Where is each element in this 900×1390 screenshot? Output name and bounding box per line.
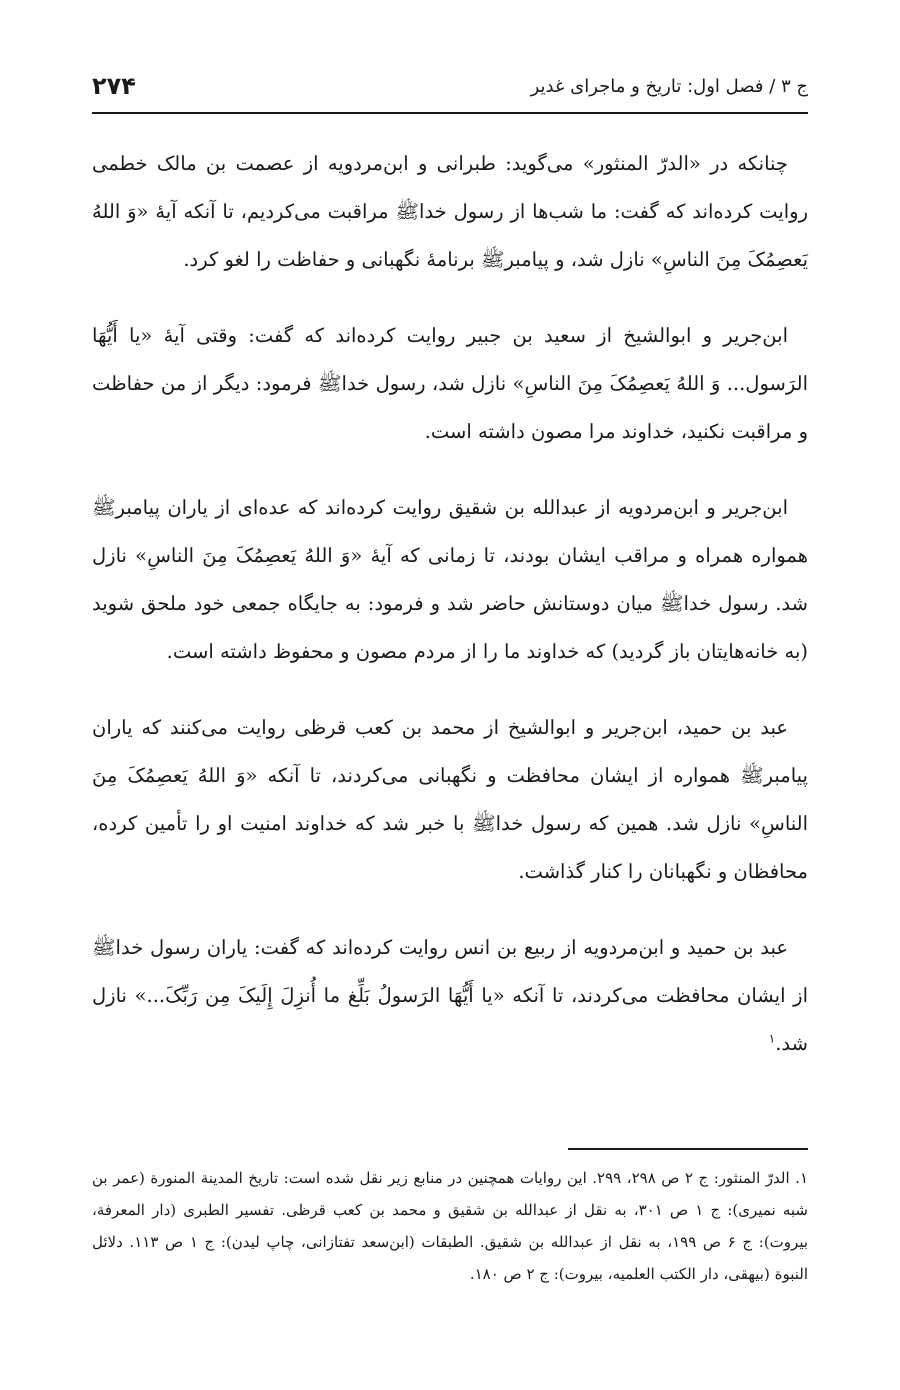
paragraph-5-text: عبد بن حمید و ابن‌مردویه از ربیع بن انس روایت کرده‌اند که گفت: یاران رسول خداﷺ از ایشان محافظت می‌کردند، تا آنکه «یا أَیُّهَا الرَسولُ بَلِّغ ما أُنزِلَ إِلَیکَ مِن رَبِّکَ...» نازل شد. — [92, 936, 808, 1055]
footnotes — [92, 1162, 808, 1290]
book-page — [92, 0, 808, 1390]
footnote-1: ۱. الدرّ المنثور: ج ۲ ص ۲۹۸، ۲۹۹. این روایات همچنین در منابع زیر نقل شده است: تاریخ المدینة المنورة (عمر بن شبه نمیری): ج ۱ ص ۳۰۱، به نقل از عبدالله بن شقیق و محمد بن کعب قرظی. تفسیر الطبری (دار المعرفة، بیروت): ج ۶ ص ۱۹۹، به نقل از عبدالله بن شقیق. الطبقات (ابن‌سعد تفتازانی، چاپ لیدن): ج ۱ ص ۱۱۳. دلائل النبوة (بیهقی، دار الکتب العلمیه، بیروت): ج ۲ ص ۱۸۰. — [92, 1169, 809, 1283]
page-number: ۲۷۴ — [92, 72, 136, 100]
footnote-reference[interactable]: ۱ — [768, 1031, 776, 1046]
paragraph-4: عبد بن حمید، ابن‌جریر و ابوالشیخ از محمد بن کعب قرظی روایت می‌کنند که یاران پیامبرﷺ همواره از ایشان محافظت و نگهبانی می‌کردند، تا آنکه «وَ اللهُ یَعصِمُکَ مِنَ الناسِ» نازل شد. همین که رسول خداﷺ با خبر شد که خداوند امنیت او را تأمین کرده، محافظان و نگهبانان را کنار گذاشت. — [92, 716, 808, 883]
paragraph-1: چنانکه در «الدرّ المنثور» می‌گوید: طبرانی و ابن‌مردویه از عصمت بن مالک خطمی روایت کرده‌اند که گفت: ما شب‌ها از رسول خداﷺ مراقبت می‌کردیم، تا آنکه آیهٔ «وَ اللهُ یَعصِمُکَ مِنَ الناسِ» نازل شد، و پیامبرﷺ برنامهٔ نگهبانی و حفاظت را لغو کرد. — [92, 152, 808, 271]
paragraph-2: ابن‌جریر و ابوالشیخ از سعید بن جبیر روایت کرده‌اند که گفت: وقتی آیهٔ «یا أَیُّهَا الرَسول... وَ اللهُ یَعصِمُکَ مِنَ الناسِ» نازل شد، رسول خداﷺ فرمود: دیگر از من حفاظت و مراقبت نکنید، خداوند مرا مصون داشته است. — [92, 324, 808, 443]
main-text — [92, 140, 808, 1096]
paragraph-3: ابن‌جریر و ابن‌مردویه از عبدالله بن شقیق روایت کرده‌اند که عده‌ای از یاران پیامبرﷺ همواره همراه و مراقب ایشان بودند، تا زمانی که آیهٔ «وَ اللهُ یَعصِمُکَ مِنَ الناسِ» نازل شد. رسول خداﷺ میان دوستانش حاضر شد و فرمود: به جایگاه جمعی خود ملحق شوید (به خانه‌هایتان باز گردید) که خداوند ما را از مردم مصون و محفوظ داشته است. — [92, 496, 808, 663]
footnote-divider — [568, 1148, 808, 1150]
page-header — [92, 60, 808, 114]
running-head: ج ۳ / فصل اول: تاریخ و ماجرای غدیر — [530, 75, 808, 97]
paragraph-5 — [92, 924, 808, 1068]
